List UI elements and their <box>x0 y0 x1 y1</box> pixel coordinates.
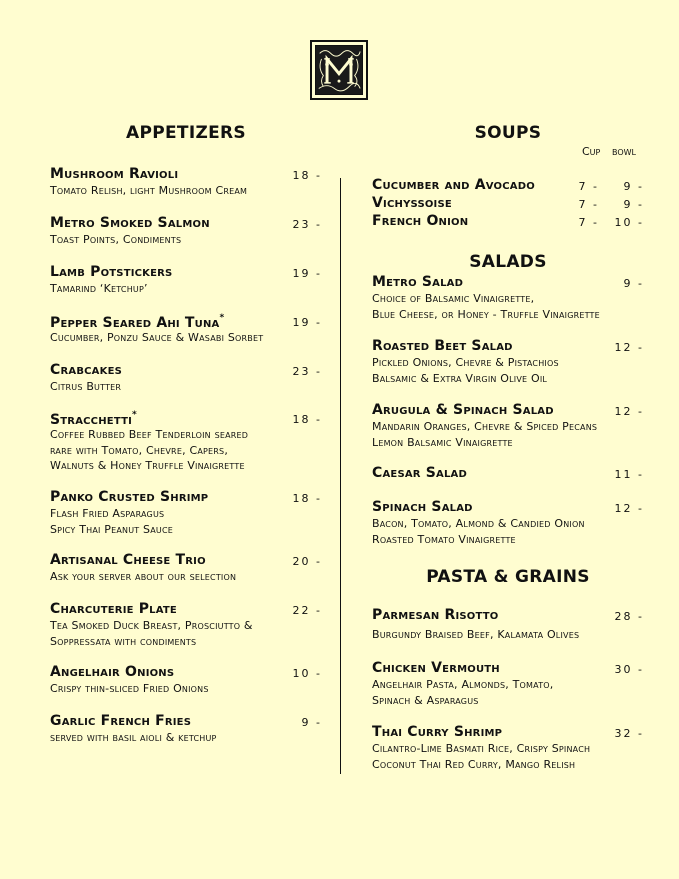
appetizer-item-price: 18 - <box>292 492 322 505</box>
chef-note-mark: * <box>132 410 137 420</box>
pasta-item-description: Coconut Thai Red Curry, Mango Relish <box>372 757 576 771</box>
appetizer-item-description: Ask your server about our selection <box>50 570 237 583</box>
salad-item-description: Blue Cheese, or Honey - Truffle Vinaigrette <box>372 307 600 321</box>
appetizer-item-price: 18 - <box>292 169 322 182</box>
pasta-item-description: Cilantro-Lime Basmati Rice, Crispy Spinach <box>372 742 591 755</box>
soup-cup-price: 7 - <box>578 180 599 193</box>
appetizer-item-price: 19 - <box>292 316 322 329</box>
appetizer-item-name: Lamb Potstickers <box>50 264 173 280</box>
pasta-item-name: Parmesan Risotto <box>372 607 499 623</box>
appetizer-item-description: Tomato Relish, light Mushroom Cream <box>50 184 248 197</box>
appetizer-item-name: Crabcakes <box>50 362 122 378</box>
appetizer-item-price: 10 - <box>292 667 322 680</box>
soup-bowl-price: 9 - <box>623 180 644 193</box>
soup-item-name: Vichyssoise <box>372 195 452 211</box>
appetizer-item-price: 18 - <box>292 413 322 426</box>
salad-item-price: 12 - <box>614 502 644 515</box>
salad-item-price: 12 - <box>614 405 644 418</box>
soup-item-name: Cucumber and Avocado <box>372 177 535 193</box>
appetizer-item-name: Panko Crusted Shrimp <box>50 489 209 505</box>
chef-note-mark: * <box>219 313 225 323</box>
appetizer-item-description: served with basil aioli & ketchup <box>50 731 217 744</box>
appetizer-item-name: Angelhair Onions <box>50 664 175 680</box>
appetizer-item-price: 23 - <box>292 365 322 378</box>
salad-item-name: Roasted Beet Salad <box>372 338 513 354</box>
salad-item-name: Arugula & Spinach Salad <box>372 402 554 418</box>
appetizer-item-name: Stracchetti* <box>50 410 137 428</box>
salad-item-description: Pickled Onions, Chevre & Pistachios <box>372 356 559 369</box>
appetizer-item-description: Walnuts & Honey Truffle Vinaigrette <box>50 459 245 472</box>
soup-bowl-price: 9 - <box>623 198 644 211</box>
salad-item-price: 12 - <box>614 341 644 354</box>
pasta-item-description: Spinach & Asparagus <box>372 693 479 707</box>
salad-item-description: Balsamic & Extra Virgin Olive Oil <box>372 371 548 385</box>
appetizer-item-price: 22 - <box>292 604 322 617</box>
appetizer-item-description: Crispy thin-sliced Fried Onions <box>50 682 209 695</box>
column-divider <box>340 178 341 774</box>
salads-title: SALADS <box>469 252 547 272</box>
appetizer-item-price: 23 - <box>292 218 322 231</box>
soups-cup-header: Cup <box>582 145 601 158</box>
appetizer-item-description: Coffee Rubbed Beef Tenderloin seared <box>50 428 249 441</box>
salad-item-name: Metro Salad <box>372 274 464 290</box>
soup-item-name: French Onion <box>372 213 469 229</box>
ornamental-initial-m-icon <box>315 45 363 95</box>
pasta-item-price: 32 - <box>614 727 644 740</box>
appetizer-item-description: Toast Points, Condiments <box>50 233 182 246</box>
appetizers-title: APPETIZERS <box>126 123 246 143</box>
pasta-grains-title: PASTA & GRAINS <box>426 567 590 587</box>
soup-cup-price: 7 - <box>578 198 599 211</box>
soup-bowl-price: 10 - <box>614 216 644 229</box>
soups-bowl-header: bowl <box>612 145 637 158</box>
appetizer-item-name: Garlic French Fries <box>50 713 192 729</box>
appetizer-item-description: Flash Fried Asparagus <box>50 507 165 520</box>
appetizer-item-description: Spicy Thai Peanut Sauce <box>50 522 173 536</box>
appetizer-item-name: Charcuterie Plate <box>50 601 177 617</box>
pasta-item-description: Angelhair Pasta, Almonds, Tomato, <box>372 678 554 691</box>
appetizer-item-name: Artisanal Cheese Trio <box>50 552 206 568</box>
appetizer-item-description: rare with Tomato, Chevre, Capers, <box>50 443 229 457</box>
appetizer-item-name: Pepper Seared Ahi Tuna* <box>50 313 225 331</box>
pasta-item-name: Chicken Vermouth <box>372 660 500 676</box>
salad-item-price: 11 - <box>614 468 644 481</box>
soups-title: SOUPS <box>474 123 542 143</box>
appetizer-item-price: 19 - <box>292 267 322 280</box>
appetizer-item-name: Metro Smoked Salmon <box>50 215 210 231</box>
soup-cup-price: 7 - <box>578 216 599 229</box>
appetizer-item-description: Tea Smoked Duck Breast, Prosciutto & <box>50 619 253 632</box>
appetizer-item-price: 9 - <box>301 716 322 729</box>
appetizer-item-description: Citrus Butter <box>50 380 122 393</box>
salad-item-price: 9 - <box>623 277 644 290</box>
salad-item-name: Spinach Salad <box>372 499 473 515</box>
pasta-item-description: Burgundy Braised Beef, Kalamata Olives <box>372 628 580 641</box>
pasta-item-price: 30 - <box>614 663 644 676</box>
restaurant-logo <box>310 40 368 100</box>
appetizer-item-name: Mushroom Ravioli <box>50 166 179 182</box>
salad-item-description: Roasted Tomato Vinaigrette <box>372 532 516 546</box>
pasta-item-name: Thai Curry Shrimp <box>372 724 503 740</box>
appetizer-item-price: 20 - <box>292 555 322 568</box>
salad-item-name: Caesar Salad <box>372 465 467 481</box>
appetizer-item-description: Tamarind ‘Ketchup’ <box>50 282 148 295</box>
salad-item-description: Choice of Balsamic Vinaigrette, <box>372 292 535 305</box>
appetizer-item-description: Soppressata with condiments <box>50 634 197 648</box>
salad-item-description: Mandarin Oranges, Chevre & Spiced Pecans <box>372 420 598 433</box>
pasta-item-price: 28 - <box>614 610 644 623</box>
salad-item-description: Lemon Balsamic Vinaigrette <box>372 435 513 449</box>
appetizer-item-description: Cucumber, Ponzu Sauce & Wasabi Sorbet <box>50 331 264 344</box>
salad-item-description: Bacon, Tomato, Almond & Candied Onion <box>372 517 585 530</box>
